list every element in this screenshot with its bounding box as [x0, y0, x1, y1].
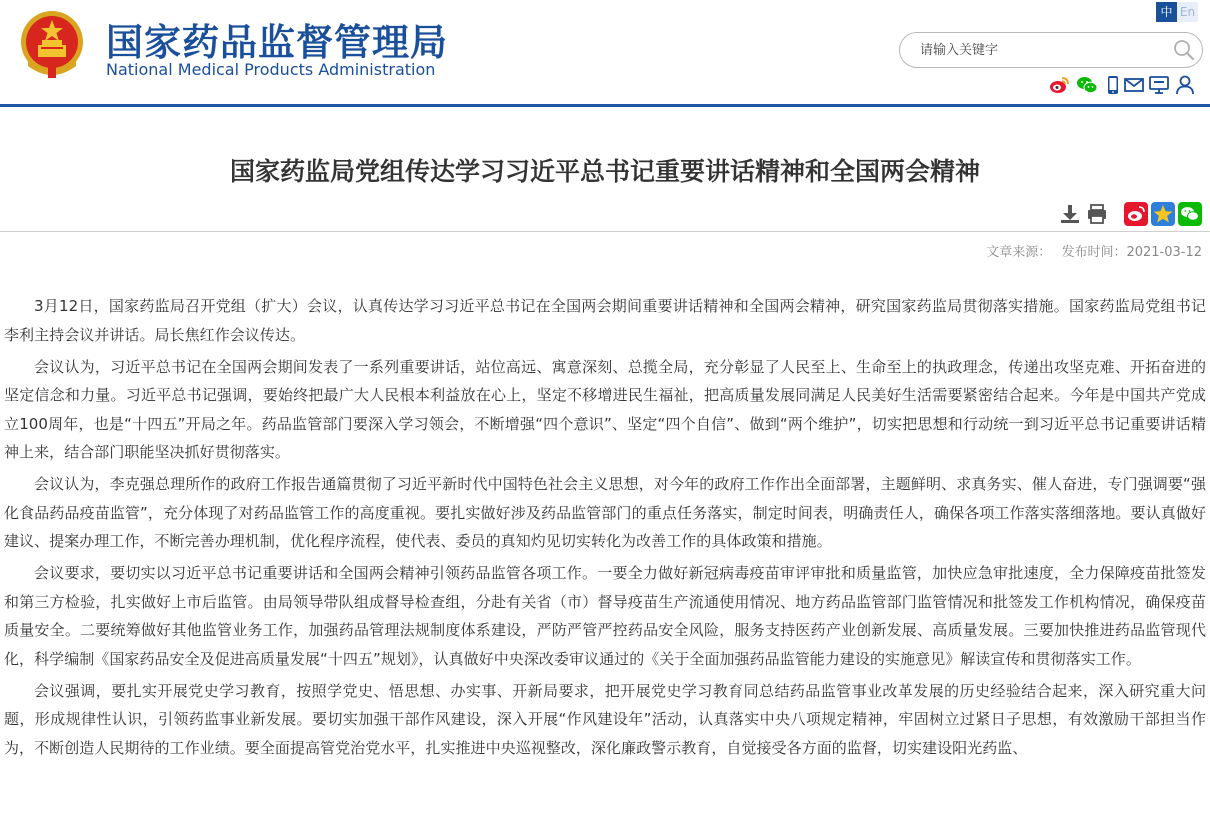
header-divider	[0, 104, 1210, 107]
download-icon[interactable]	[1058, 202, 1082, 226]
article-paragraph: 3月12日，国家药监局召开党组（扩大）会议，认真传达学习习近平总书记在全国两会期间重要讲话精神和全国两会精神，研究国家药监局贯彻落实措施。国家药监局党组书记李利主持会议并讲话。局长焦红作会议传达。	[4, 297, 1206, 344]
wechat-icon[interactable]	[1076, 74, 1098, 96]
article-source: 文章来源：	[986, 245, 1052, 260]
site-logo-chinese[interactable]: 国家药品监督管理局	[106, 21, 448, 64]
wechat-share-icon[interactable]	[1178, 202, 1202, 226]
national-emblem-icon[interactable]	[18, 8, 86, 80]
search-icon[interactable]	[1173, 39, 1195, 61]
mobile-icon[interactable]	[1102, 74, 1124, 96]
article-body	[4, 292, 1206, 766]
language-chinese-button[interactable]: 中	[1156, 2, 1177, 22]
article-date: 发布时间：2021-03-12	[1061, 245, 1202, 260]
screen-icon[interactable]	[1148, 74, 1170, 96]
article-paragraph: 会议要求，要切实以习近平总书记重要讲话和全国两会精神引领药品监管各项工作。一要全力做好新冠病毒疫苗审评审批和质量监管，加快应急审批速度，全力保障疫苗批签发和第三方检验，扎实做好上市后监管。由局领导带队组成督导检查组，分赴有关省（市）督导疫苗生产流通使用情况、地方药品监管部门监管情况和批签发工作机构情况，确保疫苗质量安全。二要统筹做好其他监管业务工作，加强药品管理法规制度体系建设，严防严管严控药品安全风险，服务支持医药产业创新发展、高质量发展。三要加快推进药品监管现代化，科学编制《国家药品安全及促进高质量发展“十四五”规划》，认真做好中央深改委审议通过的《关于全面加强药品监管能力建设的实施意见》解读宣传和贯彻落实工作。	[4, 564, 1206, 668]
mail-icon[interactable]	[1123, 74, 1145, 96]
user-icon[interactable]	[1174, 74, 1196, 96]
print-icon[interactable]	[1085, 202, 1109, 226]
weibo-share-icon[interactable]	[1124, 202, 1148, 226]
article-meta	[980, 241, 1202, 260]
language-english-button[interactable]: En	[1177, 2, 1198, 22]
site-header	[0, 0, 1210, 104]
search-input[interactable]	[920, 40, 1160, 60]
search-box	[899, 32, 1203, 68]
weibo-icon[interactable]	[1048, 74, 1070, 96]
article-title: 国家药监局党组传达学习习近平总书记重要讲话精神和全国两会精神	[229, 157, 980, 186]
article-paragraph: 会议认为，李克强总理所作的政府工作报告通篇贯彻了习近平新时代中国特色社会主义思想，对今年的政府工作作出全面部署，主题鲜明、求真务实、催人奋进，专门强调要“强化食品药品疫苗监管”，充分体现了对药品监管工作的高度重视。要扎实做好涉及药品监管部门的重点任务落实，制定时间表，明确责任人，确保各项工作落实落细落地。要认真做好建议、提案办理工作，不断完善办理机制，优化程序流程，使代表、委员的真知灼见切实转化为改善工作的具体政策和措施。	[4, 475, 1206, 550]
article-paragraph: 会议强调，要扎实开展党史学习教育，按照学党史、悟思想、办实事、开新局要求，把开展党史学习教育同总结药品监管事业改革发展的历史经验结合起来，深入研究重大问题，形成规律性认识，引领药监事业新发展。要切实加强干部作风建设，深入开展“作风建设年”活动，认真落实中央八项规定精神，牢固树立过紧日子思想，有效激励干部担当作为，不断创造人民期待的工作业绩。要全面提高管党治党水平，扎实推进中央巡视整改，深化廉政警示教育，自觉接受各方面的监督，切实建设阳光药监、	[4, 681, 1206, 757]
site-logo-english[interactable]: National Medical Products Administration	[106, 60, 436, 79]
title-divider	[0, 231, 1210, 232]
qzone-share-icon[interactable]	[1151, 202, 1175, 226]
article-paragraph: 会议认为，习近平总书记在全国两会期间发表了一系列重要讲话，站位高远、寓意深刻、总揽全局，充分彰显了人民至上、生命至上的执政理念，传递出攻坚克难、开拓奋进的坚定信念和力量。习近平总书记强调，要始终把最广大人民根本利益放在心上，坚定不移增进民生福祉，把高质量发展同满足人民美好生活需要紧密结合起来。今年是中国共产党成立100周年，也是“十四五”开局之年。药品监管部门要深入学习领会，不断增强“四个意识”、坚定“四个自信”、做到“两个维护”，切实把思想和行动统一到习近平总书记重要讲话精神上来，结合部门职能坚决抓好贯彻落实。	[4, 357, 1206, 461]
